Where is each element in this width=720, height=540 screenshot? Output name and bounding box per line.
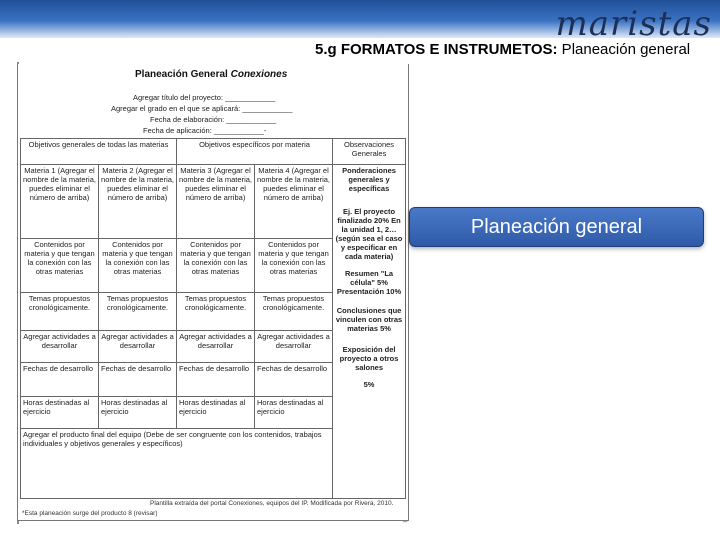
meta-application-date: Fecha de aplicación: ____________- [143, 126, 267, 135]
meta-project-title: Agregar título del proyecto: ____________ [133, 93, 276, 102]
contenidos-3: Contenidos por materia y que tengan la conexión con las otras materias [177, 239, 255, 293]
document-title [135, 69, 287, 80]
actividades-2: Agregar actividades a desarrollar [99, 331, 177, 363]
fechas-3: Fechas de desarrollo [177, 363, 255, 397]
planeacion-banner: Planeación general [409, 207, 704, 247]
fechas-4: Fechas de desarrollo [255, 363, 333, 397]
horas-2: Horas destinadas al ejercicio [99, 397, 177, 429]
producto-final-cell: Agregar el producto final del equipo (Debe de ser congruente con los contenidos, trabajos individuales y objetivos generales y específicos) [21, 429, 333, 499]
document-title-italic: Conexiones [230, 69, 288, 80]
observation-exposition-percent: 5% [363, 380, 375, 389]
temas-1: Temas propuestos cronológicamente. [21, 293, 99, 331]
decorative-mark: – [403, 517, 408, 526]
materia-1-cell: Materia 1 (Agregar el nombre de la materia, puedes eliminar el número de arriba) [21, 165, 99, 239]
observation-conclusions: Conclusiones que vinculen con otras materias 5% [335, 306, 403, 333]
planning-table [20, 138, 406, 499]
header-general-objectives: Objetivos generales de todas las materias [21, 139, 177, 165]
contenidos-1: Contenidos por materia y que tengan la conexión con las otras materias [21, 239, 99, 293]
document-footnote: *Esta planeación surge del producto 8 (revisar) [22, 510, 158, 517]
actividades-1: Agregar actividades a desarrollar [21, 331, 99, 363]
actividades-3: Agregar actividades a desarrollar [177, 331, 255, 363]
slide-title-bold: 5.g FORMATOS E INSTRUMETOS: [315, 41, 558, 58]
slide-title-rest: Planeación general [557, 41, 691, 58]
actividades-4: Agregar actividades a desarrollar [255, 331, 333, 363]
horas-4: Horas destinadas al ejercicio [255, 397, 333, 429]
horas-1: Horas destinadas al ejercicio [21, 397, 99, 429]
source-note: Plantilla extraída del portal Conexiones, equipos del IP. Modificada por Rivera, 2010. [150, 500, 394, 507]
ponderaciones-text: Ponderaciones generales y específicas [342, 166, 396, 193]
header-specific-objectives: Objetivos específicos por materia [177, 139, 333, 165]
slide-title [315, 41, 690, 58]
materia-3-cell: Materia 3 (Agregar el nombre de la materia, puedes eliminar el número de arriba) [177, 165, 255, 239]
horas-3: Horas destinadas al ejercicio [177, 397, 255, 429]
observation-project: Ej. El proyecto finalizado 20% En la unidad 1, 2… (según sea el caso y especificar en cada materia) [335, 207, 403, 261]
temas-3: Temas propuestos cronológicamente. [177, 293, 255, 331]
fechas-1: Fechas de desarrollo [21, 363, 99, 397]
observations-cell [333, 165, 406, 499]
materia-4-cell: Materia 4 (Agregar el nombre de la materia, puedes eliminar el número de arriba) [255, 165, 333, 239]
materia-2-cell: Materia 2 (Agregar el nombre de la materia, puedes eliminar el número de arriba) [99, 165, 177, 239]
maristas-logo: maristas [555, 4, 712, 44]
temas-2: Temas propuestos cronológicamente. [99, 293, 177, 331]
observation-exposition: Exposición del proyecto a otros salones [339, 345, 399, 372]
meta-elaboration-date: Fecha de elaboración: ____________ [150, 115, 277, 124]
contenidos-2: Contenidos por materia y que tengan la conexión con las otras materias [99, 239, 177, 293]
temas-4: Temas propuestos cronológicamente. [255, 293, 333, 331]
contenidos-4: Contenidos por materia y que tengan la conexión con las otras materias [255, 239, 333, 293]
fechas-2: Fechas de desarrollo [99, 363, 177, 397]
observation-summary: Resumen "La célula" 5% Presentación 10% [336, 269, 402, 296]
header-observations: Observaciones Generales [333, 139, 406, 165]
meta-grade: Agregar el grado en el que se aplicará: ____________ [111, 104, 293, 113]
document-title-main: Planeación General [135, 69, 231, 80]
